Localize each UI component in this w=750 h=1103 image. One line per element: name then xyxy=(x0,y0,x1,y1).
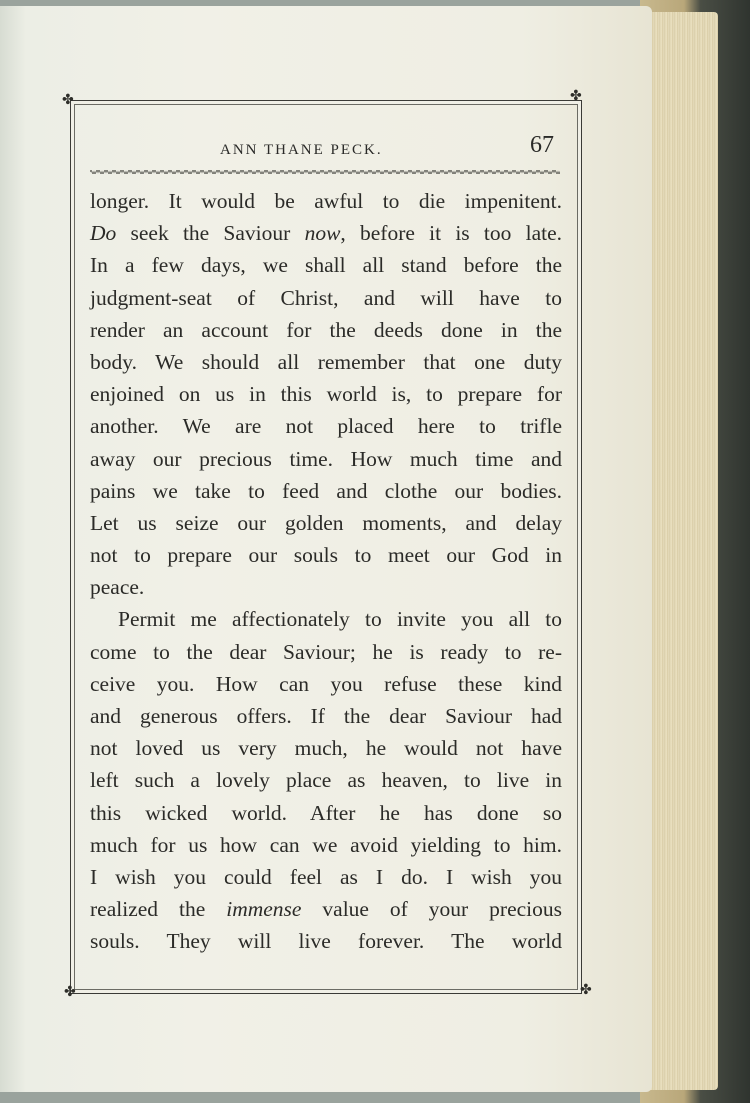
text-line: and generous offers. If the dear Saviour had xyxy=(90,704,562,728)
text-line: enjoined on us in this world is, to prepare for xyxy=(90,382,562,407)
text-line: peace. xyxy=(90,575,145,600)
text-line: judgment-seat of Christ, and will have to xyxy=(90,285,562,310)
page-header xyxy=(90,132,560,162)
text-line: I wish you could feel as I do. I wish you xyxy=(90,864,562,889)
body-text xyxy=(90,185,562,958)
text-line: not loved us very much, he would not have xyxy=(90,736,562,761)
text-line: Let us seize our golden moments, and delay xyxy=(90,510,562,535)
wavy-divider xyxy=(90,168,560,176)
corner-ornament-icon: ✤ xyxy=(570,89,582,104)
corner-ornament-icon: ✤ xyxy=(64,985,76,1000)
text-line: not to prepare our souls to meet our God in xyxy=(90,543,562,568)
text-line: this wicked world. After he has done so xyxy=(90,800,562,825)
text-line: Do seek the Saviour now, before it is too late. xyxy=(90,221,562,246)
text-line: In a few days, we shall all stand before the xyxy=(90,253,562,278)
italic-emphasis: now xyxy=(304,221,341,246)
corner-ornament-icon: ✤ xyxy=(580,983,592,998)
page-number: 67 xyxy=(530,132,554,158)
text-line: souls. They will live forever. The world xyxy=(90,929,562,954)
text-line: body. We should all remember that one duty xyxy=(90,349,562,374)
text-line: come to the dear Saviour; he is ready to re- xyxy=(90,639,562,664)
italic-emphasis: Do xyxy=(90,221,117,246)
corner-ornament-icon: ✤ xyxy=(62,93,74,108)
running-title: ANN THANE PECK. xyxy=(220,142,383,158)
text-line: Permit me affectionately to invite you all to xyxy=(118,607,562,632)
text-line: pains we take to feed and clothe our bodies. xyxy=(90,478,562,503)
text-line: ceive you. How can you refuse these kind xyxy=(90,671,562,696)
text-line: left such a lovely place as heaven, to live in xyxy=(90,768,562,793)
text-line: longer. It would be awful to die impenitent. xyxy=(90,189,562,213)
text-line: another. We are not placed here to trifle xyxy=(90,414,562,439)
italic-emphasis: immense xyxy=(226,897,302,922)
page-edges xyxy=(648,12,718,1090)
text-line: realized the immense value of your precious xyxy=(90,897,563,922)
text-line: much for us how can we avoid yielding to him. xyxy=(90,832,562,857)
text-line: away our precious time. How much time and xyxy=(90,446,562,471)
text-line: render an account for the deeds done in the xyxy=(90,317,562,342)
